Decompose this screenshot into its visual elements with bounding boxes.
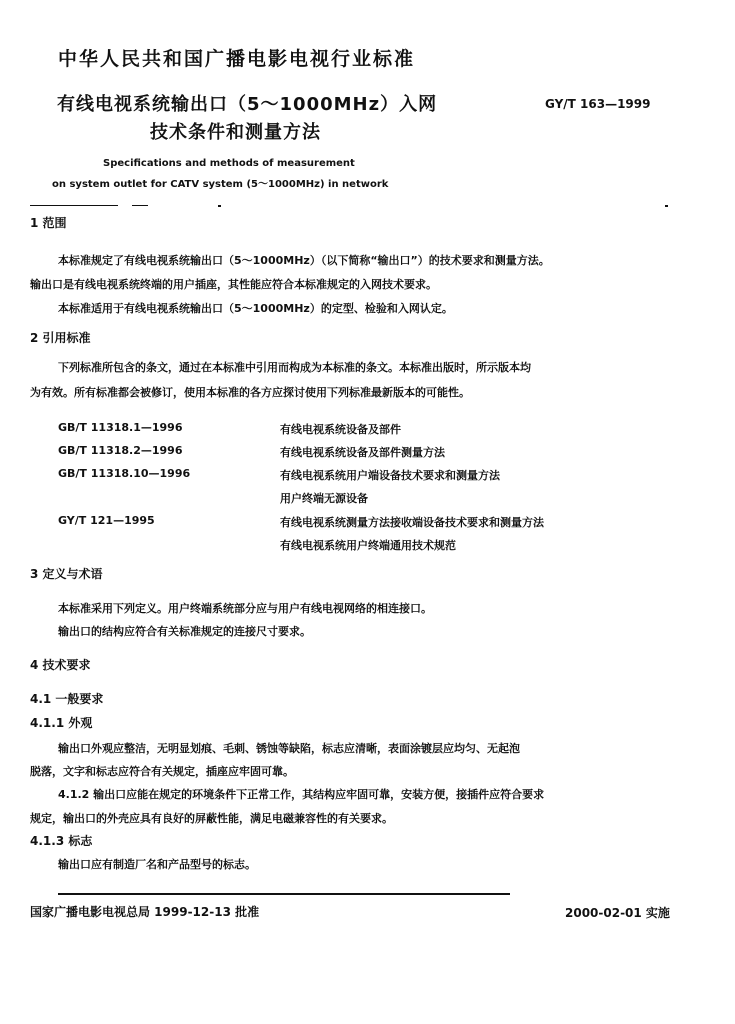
- reference-title: 有线电视系统设备及部件: [280, 423, 401, 436]
- technical-paragraph-3: 输出口应有制造厂名和产品型号的标志。: [58, 858, 256, 871]
- header-divider-left: [30, 205, 118, 206]
- reference-title: 有线电视系统设备及部件测量方法: [280, 446, 445, 459]
- document-title-line2: 技术条件和测量方法: [150, 122, 321, 143]
- technical-paragraph-2-cont: 规定，输出口的外壳应具有良好的屏蔽性能，满足电磁兼容性的有关要求。: [30, 812, 393, 825]
- reference-title: 有线电视系统测量方法接收端设备技术要求和测量方法: [280, 516, 544, 529]
- reference-code: GB/T 11318.10—1996: [58, 467, 191, 480]
- section-scope-heading: 1 范围: [30, 216, 67, 230]
- definitions-paragraph-1: 本标准采用下列定义。用户终端系统部分应与用户有线电视网络的相连接口。: [58, 602, 432, 615]
- reference-title: 有线电视系统用户端设备技术要求和测量方法: [280, 469, 500, 482]
- technical-paragraph-2: 4.1.2 输出口应能在规定的环境条件下正常工作，其结构应牢固可靠，安装方便，接插件应符合要求: [58, 788, 545, 801]
- references-paragraph: 下列标准所包含的条文，通过在本标准中引用而构成为本标准的条文。本标准出版时，所示版本均: [58, 361, 531, 374]
- technical-paragraph-1: 输出口外观应整洁，无明显划痕、毛刺、锈蚀等缺陷，标志应清晰，表面涂镀层应均匀、无起泡: [58, 742, 520, 755]
- english-title-line1: Specifications and methods of measurement: [103, 158, 355, 169]
- subsection-heading-4-1-3: 4.1.3 标志: [30, 834, 93, 848]
- scope-paragraph-1-cont: 输出口是有线电视系统终端的用户插座，其性能应符合本标准规定的入网技术要求。: [30, 278, 437, 291]
- references-paragraph-cont: 为有效。所有标准都会被修订，使用本标准的各方应探讨使用下列标准最新版本的可能性。: [30, 386, 470, 399]
- issuer-heading: 中华人民共和国广播电影电视行业标准: [58, 48, 416, 70]
- document-title-line1: 有线电视系统输出口（5～1000MHz）入网: [57, 94, 438, 115]
- reference-code: GB/T 11318.2—1996: [58, 444, 183, 457]
- section-references-heading: 2 引用标准: [30, 331, 91, 345]
- definitions-paragraph-2: 输出口的结构应符合有关标准规定的连接尺寸要求。: [58, 625, 311, 638]
- header-divider-dot: [218, 205, 221, 207]
- header-divider-dot: [665, 205, 668, 207]
- reference-code: GY/T 121—1995: [58, 514, 155, 527]
- subsection-heading-4-1-1: 4.1.1 外观: [30, 716, 93, 730]
- english-title-line2: on system outlet for CATV system (5～1000MHz) in network: [52, 179, 389, 190]
- scope-paragraph-1: 本标准规定了有线电视系统输出口（5～1000MHz）（以下简称“输出口”）的技术要求和测量方法。: [58, 254, 550, 267]
- subsection-heading-4-1: 4.1 一般要求: [30, 692, 104, 706]
- technical-paragraph-1-cont: 脱落，文字和标志应符合有关规定，插座应牢固可靠。: [30, 765, 294, 778]
- footer-divider: [58, 893, 510, 895]
- approval-statement: 国家广播电影电视总局 1999-12-13 批准: [30, 905, 260, 919]
- scope-paragraph-2: 本标准适用于有线电视系统输出口（5～1000MHz）的定型、检验和入网认定。: [58, 302, 453, 315]
- section-technical-heading: 4 技术要求: [30, 658, 91, 672]
- header-divider-mid: [132, 205, 148, 206]
- reference-code: GB/T 11318.1—1996: [58, 421, 183, 434]
- standard-number: GY/T 163—1999: [545, 97, 651, 111]
- implementation-date: 2000-02-01 实施: [565, 906, 670, 920]
- section-definitions-heading: 3 定义与术语: [30, 567, 103, 581]
- reference-title: 有线电视系统用户终端通用技术规范: [280, 539, 456, 552]
- reference-title: 用户终端无源设备: [280, 492, 368, 505]
